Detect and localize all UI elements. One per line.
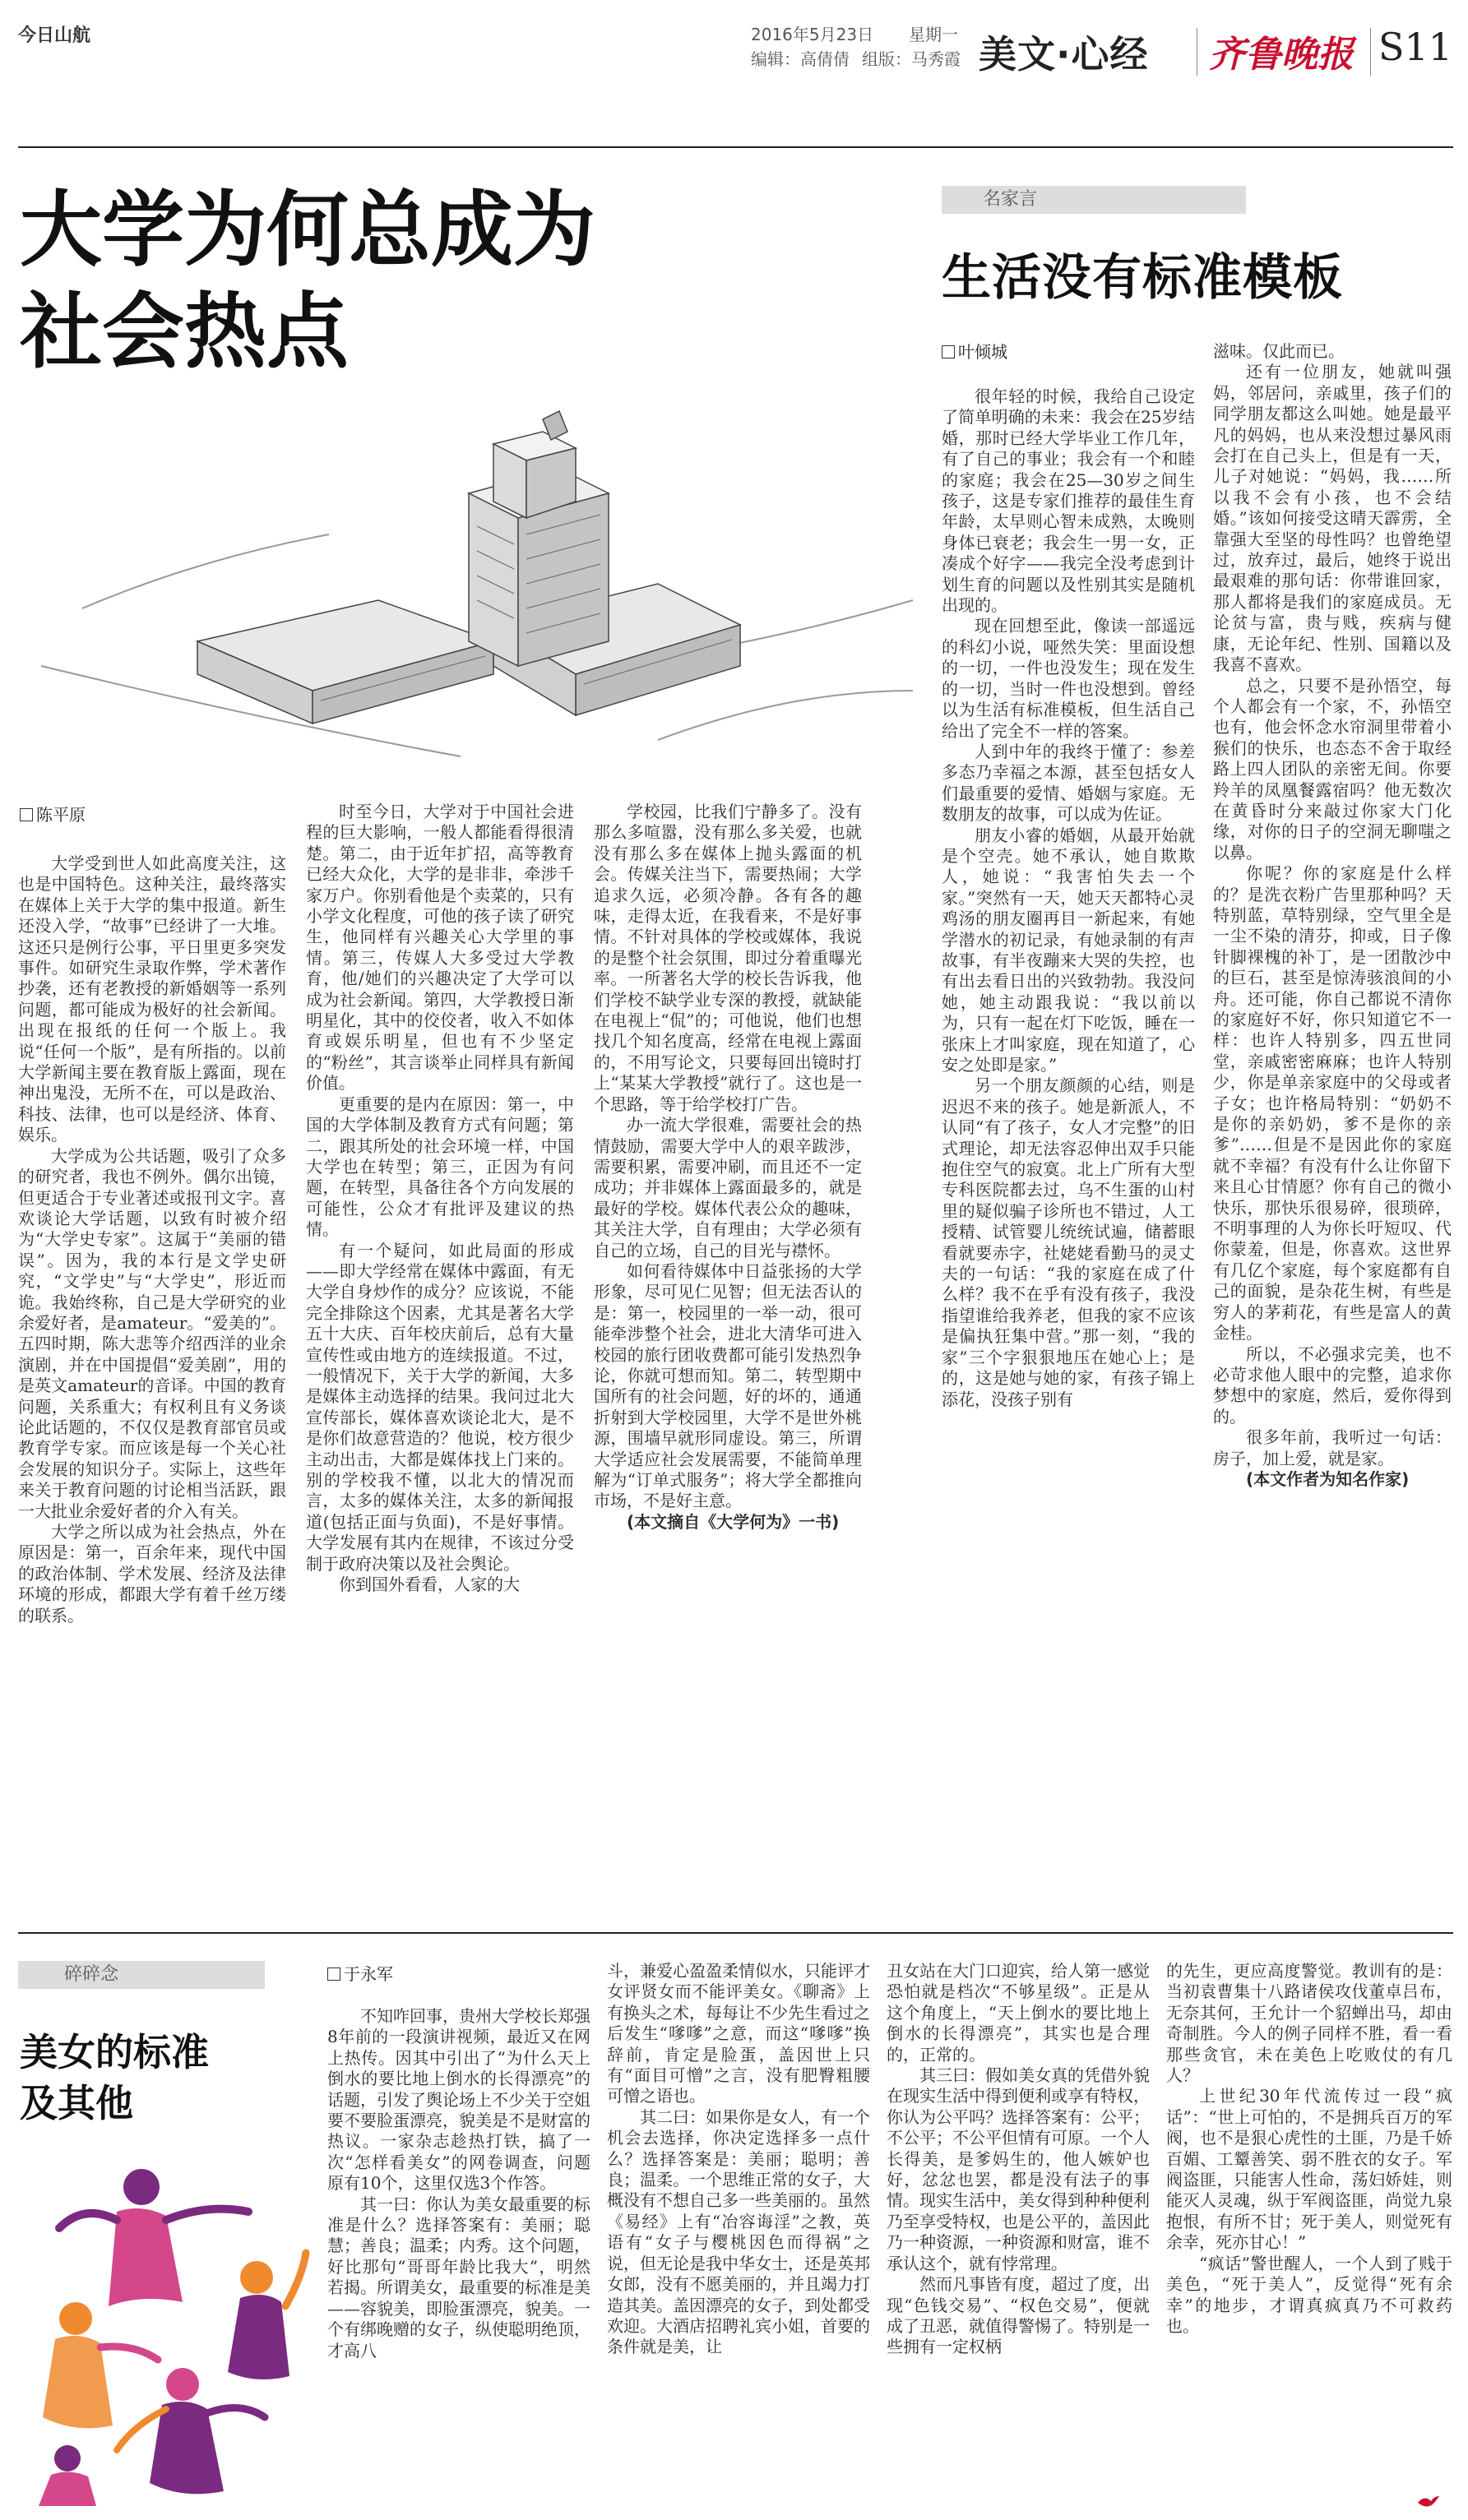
paragraph: 总之，只要不是孙悟空，每个人都会有一个家，不，孙悟空也有，他会怀念水帘洞里带着小猴们的快乐，也态态不舍于取经路上四人团队的亲密无间。你要羚羊的凤凰餐露宿吗？他无数次在黄昏时分来敲过你家大门化缘，对你的日子的空洞无聊嗤之以鼻。 — [1213, 675, 1452, 862]
header-weekday: 星期一 — [909, 25, 958, 44]
article1-title-line2: 社会热点 — [20, 284, 349, 380]
article3-col4 — [1166, 1961, 1452, 2337]
paragraph: 其三曰：假如美女真的凭借外貌在现实生活中得到便利或享有特权，你认为公平吗？选择答案有：公平；不公平；不公平但情有可原。一个人长得美，是爹妈生的，他人嫉妒也好，忿忿也罢，都是没有法子的事情。现实生活中，美女得到种种便利乃至享受特权，也是公平的，盖因此乃一种资源，一种资源和财富，谁不承认这个，就有悖常理。 — [887, 2065, 1150, 2273]
building-illustration — [33, 395, 929, 781]
page-number: S11 — [1378, 25, 1453, 69]
article1-title-line1: 大学为何总成为 — [20, 182, 595, 278]
header-date: 2016年5月23日 — [751, 25, 874, 44]
article3-author: 于永军 — [327, 1961, 393, 1985]
paragraph: 滋味。仅此而已。 — [1213, 341, 1345, 361]
paragraph: 很年轻的时候，我给自己设定了简单明确的未来：我会在25岁结婚，那时已经大学毕业工作几年，有了自己的事业；我会有一个和睦的家庭；我会在25—30岁之间生孩子，这是专家们推荐的最佳生育年龄，太早则心智未成熟，太晚则身体已衰老；我会生一男一女，正凑成个好字——我完全没考虑到计划生育的问题以及性别其实是随机出现的。 — [942, 386, 1195, 616]
paragraph: 大学成为公共话题，吸引了众多的研究者，我也不例外。偶尔出镜，但更适合于专业著述或报刊文字。喜欢谈论大学话题，以致有时被介绍为“大学史专家”。这属于“美丽的错误”。因为，我的本行是文学史研究，“文学史”与“大学史”，形近而诡。我始终称，自己是大学研究的业余爱好者，是amateur。“爱美的”。五四时期，陈大悲等介绍西洋的业余演剧，并在中国提倡“爱美剧”，用的是英文amateur的音译。中国的教育问题，关系重大；有权利且有义务谈论此话题的，不仅仅是教育部官员或教育学专家。而应该是每一个关心社会发展的知识分子。实际上，这些年来关于教育问题的讨论相当活跃，跟一大批业余爱好者的介入有关。 — [18, 1145, 286, 1521]
paragraph: 丑女站在大门口迎宾，给人第一感觉恐怕就是档次“不够星级”。正是从这个角度上，“天上倒水的要比地上倒水的长得漂亮”，其实也是合理的，正常的。 — [887, 1961, 1150, 2065]
paragraph: 其二曰：如果你是女人，有一个机会去选择，你决定选择多一点什么？选择答案是：美丽；聪明；善良；温柔。一个思维正常的女子，大概没有不想自己多一些美丽的。虽然《易经》上有“冶容诲淫”之教，英语有“女子与樱桃因色而得祸”之说，但无论是我中华女士，还是英邦女郎，没有不愿美丽的，并且竭力打造其美。盖因漂亮的女子，到处都受欢迎。大酒店招聘礼宾小姐，首要的条件就是美，让 — [607, 2106, 870, 2357]
header-divider-2 — [1370, 28, 1371, 76]
paragraph: 人到中年的我终于懂了：参差多态乃幸福之本源，甚至包括女人们最重要的爱情、婚姻与家庭。无数朋友的故事，可以成为佐证。 — [942, 741, 1195, 825]
paragraph: 如何看待媒体中日益张扬的大学形象，尽可见仁见智；但无法否认的是：第一，校园里的一举一动，很可能牵涉整个社会，进北大清华可进入校园的旅行团收费都可能引发热烈争论，你就可想而知。第二，转型期中国所有的社会问题，好的坏的，通通折射到大学校园里，大学不是世外桃源，围墙早就形同虚设。第三，所谓大学适应社会发展需要，不能简单理解为“订单式服务”；将大学全都推向市场，不是好主意。 — [594, 1260, 862, 1511]
paragraph: 然而凡事皆有度，超过了度，出现“色钱交易”、“权色交易”，便就成了丑恶，就值得警惕了。特别是一些拥有一定权柄 — [887, 2274, 1150, 2357]
brand-logo: 齐鲁晚报 — [1209, 34, 1354, 76]
article1-col2 — [306, 802, 574, 1595]
article2-author: 叶倾城 — [942, 339, 1007, 363]
paragraph: 办一流大学很难，需要社会的热情鼓励，需要大学中人的艰辛跋涉，需要积累，需要冲刷，而且还不一定成功；并非媒体上露面最多的，就是最好的学校。媒体代表公众的趣味，其关注大学，自有理由；大学必须有自己的立场，自己的目光与襟怀。 — [594, 1115, 862, 1260]
paragraph: 有一个疑问，如此局面的形成——即大学经常在媒体中露面，有无大学自身炒作的成分？应该说，不能完全排除这个因素，尤其是著名大学五十大庆、百年校庆前后，总有大量宣传性或由地方的连续报道。不过，一般情况下，关于大学的新闻，大多是媒体主动选择的结果。我问过北大宣传部长，媒体喜欢谈论北大，是不是你们故意营造的？他说，校方很少主动出击，大都是媒体找上门来的。别的学校我不懂，以北大的情况而言，太多的媒体关注，太多的新闻报道(包括正面与负面)，不是好事情。大学发展有其内在规律，不该过分受制于政府决策以及社会舆论。 — [306, 1240, 574, 1574]
paragraph: 其一曰：你认为美女最重要的标准是什么？选择答案有：美丽；聪慧；善良；温柔；内秀。这个问题，好比那句“哥哥年龄比我大”，明然若揭。所谓美女，最重要的标准是美——容貌美，即脸蛋漂亮，貌美。一个有绑晚赠的女子，纵使聪明绝顶，才高八 — [327, 2194, 590, 2360]
article3-kicker: 碎碎念 — [18, 1961, 265, 1989]
header-editor: 编辑：高倩倩 — [751, 49, 850, 69]
paragraph: 你到国外看看，人家的大 — [339, 1574, 520, 1595]
source-note: (本文摘自《大学何为》一书) — [627, 1511, 840, 1532]
section-tag: 今日山航 — [18, 25, 91, 46]
author-note: (本文作者为知名作家) — [1246, 1468, 1410, 1489]
article1-title — [20, 179, 595, 383]
article3-col3 — [887, 1961, 1150, 2358]
article3-col1 — [327, 2006, 590, 2361]
paragraph: 更重要的是内在原因：第一，中国的大学体制及教育方式有问题；第二，跟其所处的社会环境一样，中国大学也在转型；第三，正因为有问题，在转型，具备往各个方向发展的可能性，公众才有批评及建议的热情。 — [306, 1094, 574, 1240]
paragraph: 所以，不必强求完美，也不必苛求他人眼中的完整，追求你梦想中的家庭，然后，爱你得到的。 — [1213, 1343, 1452, 1426]
bird-icon — [1416, 2491, 1441, 2511]
paragraph: “疯话”警世醒人，一个人到了贱于美色，“死于美人”，反觉得“死有余幸”的地步，才谓真疯真乃不可救药也。 — [1166, 2253, 1452, 2336]
paragraph: 另一个朋友颜颜的心结，则是迟迟不来的孩子。她是新派人，不认同“有了孩子，女人才完整”的旧式理论，却无法容忍伸出双手只能抱住空气的寂寞。北上广所有大型专科医院都去过，乌不生蛋的山村里的疑似骗子诊所也不错过，人工授精、试管婴儿统统试遍，储蓄眼看就要赤字，社姥姥看勤马的灵丈夫的一句话：“我的家庭在成了什么样？我不在乎有没有孩子，我没指望谁给我养老，但我的家不应该是偏执狂集中营。”那一刻，“我的家”三个字狠狠地压在她心上；是的，这是她与她的家，有孩子锦上添花，没孩子别有 — [942, 1075, 1195, 1409]
article1-author: 陈平原 — [20, 802, 86, 825]
paragraph: 大学之所以成为社会热点，外在原因是：第一，百余年来，现代中国的政治体制、学术发展、经济及法律环境的形成，都跟大学有着千丝万缕的联系。 — [18, 1522, 286, 1625]
article2-col1 — [942, 386, 1195, 1410]
article3-title-line2: 及其他 — [20, 2081, 133, 2125]
paragraph: 还有一位朋友，她就叫强妈，邻居问，亲戚里，孩子们的同学朋友都这么叫她。她是最平凡的妈妈，也从来没想过暴风雨会打在自己头上，但是有一天，儿子对她说：“妈妈，我……所以我不会有小孩，也不会结婚。”该如何接受这晴天霹雳，全靠强大至坚的母性吗？也曾绝望过，放弃过，最后，她终于说出最艰难的那句话：你带谁回家，那人都将是我们的家庭成员。无论贫与富，贵与贱，疾病与健康，无论年纪、性别、国籍以及我喜不喜欢。 — [1213, 362, 1452, 675]
paragraph: 斗，兼爱心盈盈柔情似水，只能评才女评贤女而不能评美女。《聊斋》上有换头之术，每每让不少先生看过之后发生“嗲嗲”之意，而这“嗲嗲”换辞前，肯定是脸蛋，盖因世上只有“面目可憎”之言，没有肥臀粗腰可憎之语也。 — [607, 1961, 870, 2106]
article3-title-line1: 美女的标准 — [20, 2030, 209, 2074]
paragraph: 你呢？你的家庭是什么样的？是洗衣粉广告里那种吗？天特别蓝，草特别绿，空气里全是一尘不染的清芬，抑或，日子像针脚裸槐的补丁，是一团散沙中的巨石，甚至是惊涛骇浪间的小舟。还可能，你自己都说不清你的家庭好不好，你只知道它不一样：也许人特别多，四五世同堂，亲戚密密麻麻；也许人特别少，你是单亲家庭中的父母或者子女；也许格局特别：“奶奶不是你的亲奶奶，爹不是你的亲爹”……但是不是因此你的家庭就不幸福？有没有什么让你留下来且心甘情愿？你有自己的微小快乐，那快乐很易碎，很琐碎，不明事理的人为你长吁短叹、代你蒙羞，但是，你喜欢。这世界有几亿个家庭，每个家庭都有自己的面貌，是杂花生树，有些是穷人的茅莉花，有些是富人的黄金桂。 — [1213, 863, 1452, 1343]
article1-col1 — [18, 853, 286, 1626]
article2-title: 生活没有标准模板 — [942, 249, 1343, 307]
article2-col2 — [1213, 341, 1452, 1490]
column-title: 美文·心经 — [979, 32, 1149, 76]
paragraph: 上世纪30年代流传过一段“疯话”：“世上可怕的，不是拥兵百万的军阀，也不是狠心虎性的土匪，乃是千娇百媚、工颦善笑、弱不胜衣的女子。军阀盗匪，只能害人性命，荡妇娇娃，则能灭人灵魂，纵于军阀盗匪，尚觉九泉抱恨，有所不甘；死于美人，则觉死有余幸，死亦甘心！” — [1166, 2086, 1452, 2253]
paragraph: 的先生，更应高度警觉。教训有的是：当初袁曹集十八路诸侯攻伐董卓吕布，无奈其何，王允计一个貂蝉出马，却由奇制胜。今人的例子同样不胜，看一看那些贪官，未在美色上吃败仗的有几人？ — [1166, 1961, 1452, 2086]
paragraph: 现在回想至此，像读一部遥远的科幻小说，哑然失笑：里面设想的一切，一件也没发生；现在发生的一切，当时一件也没想到。曾经以为生活有标准模板，但生活自己给出了完全不一样的答案。 — [942, 616, 1195, 741]
paragraph: 朋友小睿的婚姻，从最开始就是个空壳。她不承认，她自欺欺人，她说：“我害怕失去一个家。”突然有一天，她天天都特心灵鸡汤的朋友圈再目一新起来，有她学潜水的初记录，有她录制的有声故事，有半夜蹦来大哭的失控，也有出去看日出的兴致勃勃。我没问她，她主动跟我说：“我以前以为，只有一起在灯下吃饭，睡在一张床上才叫家庭，现在知道了，心安之处即是家。” — [942, 825, 1195, 1075]
header-rule — [18, 146, 1453, 148]
article3-title — [20, 2027, 209, 2129]
header-layout: 组版：马秀霞 — [862, 49, 961, 69]
article1-col3 — [594, 802, 862, 1533]
bottom-section-rule — [18, 1932, 1453, 1934]
article3-col2 — [607, 1961, 870, 2358]
paragraph: 时至今日，大学对于中国社会进程的巨大影响，一般人都能看得很清楚。第二，由于近年扩招，高等教育已经大众化，大学的是非非，牵涉千家万户。你别看他是个卖菜的，只有小学文化程度，可他的孩子读了研究生，他同样有兴趣关心大学里的事情。第三，传媒人大多受过大学教育，他/她们的兴趣决定了大学可以成为社会新闻。第四，大学教授日渐明星化，其中的佼佼者，收入不如体育或娱乐明星，但也有不少坚定的“粉丝”，其言谈举止同样具有新闻价值。 — [306, 802, 574, 1094]
article2-kicker: 名家言 — [942, 186, 1246, 214]
dancing-women-illustration — [18, 2154, 314, 2508]
paragraph: 很多年前，我听过一句话：房子，加上爱，就是家。 — [1213, 1427, 1452, 1468]
paragraph: 不知咋回事，贵州大学校长郑强8年前的一段演讲视频，最近又在网上热传。因其中引出了“为什么天上倒水的要比地上倒水的长得漂亮”的话题，引发了舆论场上不少关于空姐要不要脸蛋漂亮，貌美是不是财富的热议。一家杂志趁热打铁，搞了一次“怎样看美女”的网卷调查，问题原有10个，这里仅选3个作答。 — [327, 2006, 590, 2194]
paragraph: 大学受到世人如此高度关注，这也是中国特色。这种关注，最终落实在媒体上关于大学的集中报道。新生还没入学，“故事”已经讲了一大堆。这还只是例行公事，平日里更多突发事件。如研究生录取作弊，学术著作抄袭，还有老教授的新婚姻等一系列问题，都可能成为极好的社会新闻。出现在报纸的任何一个版上。我说“任何一个版”，是有所指的。以前大学新闻主要在教育版上露面，现在神出鬼没，无所不在，可以是政治、科技、法律，也可以是经济、体育、娱乐。 — [18, 853, 286, 1145]
paragraph: 学校园，比我们宁静多了。没有那么多喧嚣，没有那么多关爱，也就没有那么多在媒体上抛头露面的机会。传媒关注当下，需要热闹；大学追求久远，必须冷静。各有各的趣味，走得太近，在我看来，不是好事情。不针对具体的学校或媒体，我说的是整个社会氛围，即过分着重曝光率。一所著名大学的校长告诉我，他们学校不缺学业专深的教授，就缺能在电视上“侃”的；可他说，他们也想找几个知名度高，经常在电视上露面的，不用写论文，只要每回出镜时打上“某某大学教授”就行了。这也是一个思路，等于给学校打广告。 — [594, 802, 862, 1114]
